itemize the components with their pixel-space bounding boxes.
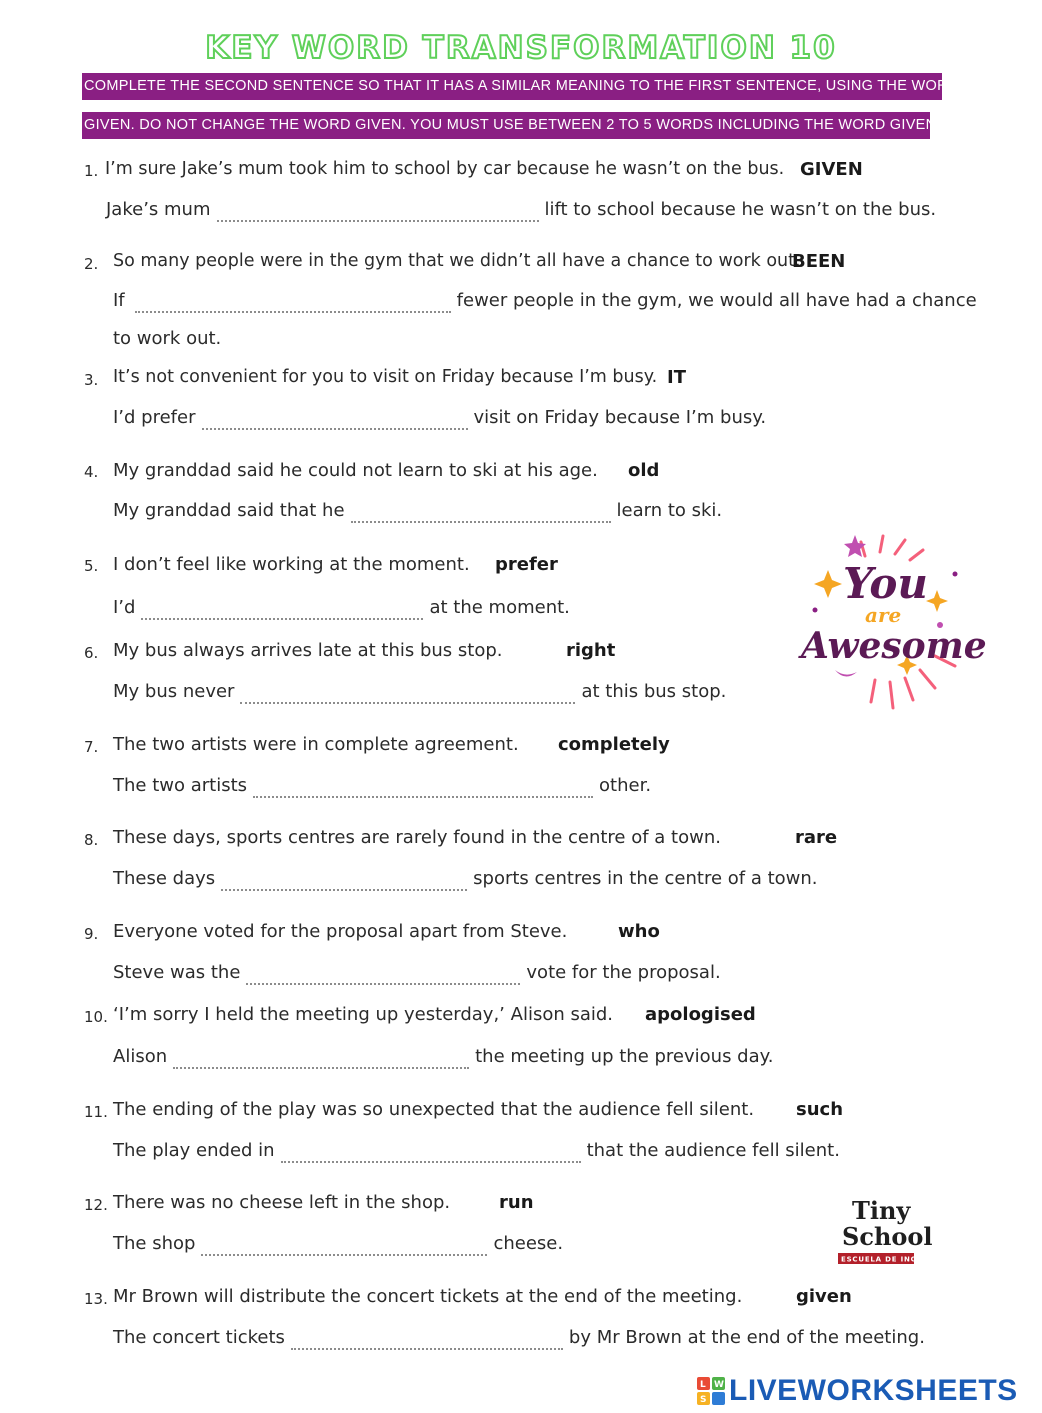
answer-input[interactable]: [221, 871, 467, 891]
item-keyword: completely: [558, 734, 670, 755]
answer-input[interactable]: [141, 600, 423, 620]
tiny-school-line1: Tiny: [852, 1196, 911, 1225]
liveworksheets-wordmark: LIVEWORKSHEETS: [729, 1374, 1018, 1407]
item-sentence: The ending of the play was so unexpected that the audience fell silent.: [113, 1099, 755, 1120]
tiny-school-tagline: ESCUELA DE INGLES: [841, 1255, 934, 1264]
item-keyword: who: [618, 921, 660, 942]
answer-line: [113, 1140, 840, 1163]
answer-suffix: at the moment.: [429, 597, 570, 618]
instructions-line-2: GIVEN. DO NOT CHANGE THE WORD GIVEN. YOU MUST USE BETWEEN 2 TO 5 WORDS INCLUDING THE WORD GIVEN.: [82, 112, 930, 139]
logo-letter-s: S: [700, 1395, 707, 1406]
answer-suffix: the meeting up the previous day.: [475, 1046, 774, 1067]
answer-input[interactable]: [291, 1330, 563, 1350]
item-keyword: BEEN: [792, 251, 846, 272]
answer-suffix: learn to ski.: [616, 500, 723, 521]
liveworksheets-logo-icon: [697, 1377, 725, 1407]
item-sentence: There was no cheese left in the shop.: [113, 1192, 451, 1213]
answer-suffix: vote for the proposal.: [526, 962, 721, 983]
answer-line: [113, 962, 721, 985]
item-sentence: ‘I’m sorry I held the meeting up yesterday,’ Alison said.: [113, 1004, 614, 1025]
item-number: 3.: [84, 371, 99, 389]
answer-prefix: Steve was the: [113, 962, 241, 983]
answer-suffix: lift to school because he wasn’t on the bus.: [544, 199, 937, 220]
answer-prefix: The play ended in: [113, 1140, 275, 1161]
answer-prefix: If: [113, 290, 125, 311]
item-sentence: My granddad said he could not learn to ski at his age.: [113, 460, 598, 481]
item-number: 1.: [84, 162, 99, 180]
answer-suffix: sports centres in the centre of a town.: [473, 868, 818, 889]
tiny-school-line2: School: [842, 1222, 933, 1251]
item-keyword: GIVEN: [800, 159, 863, 180]
answer-prefix: The shop: [113, 1233, 196, 1254]
answer-line: [113, 1046, 773, 1069]
answer-line: [113, 681, 726, 704]
item-number: 11.: [84, 1103, 108, 1121]
answer-input[interactable]: [201, 1236, 487, 1256]
item-number: 4.: [84, 463, 99, 481]
item-number: 8.: [84, 831, 99, 849]
answer-prefix: Alison: [113, 1046, 168, 1067]
answer-input[interactable]: [202, 410, 468, 430]
answer-prefix: I’d prefer: [113, 407, 196, 428]
badge-graphic: [795, 530, 987, 720]
item-keyword: prefer: [495, 554, 558, 575]
answer-line: [113, 407, 766, 430]
item-number: 6.: [84, 644, 99, 662]
answer-suffix: fewer people in the gym, we would all have had a chance: [456, 290, 977, 311]
item-keyword: apologised: [645, 1004, 756, 1025]
logo-letter-l: L: [700, 1380, 707, 1391]
item-keyword: such: [796, 1099, 844, 1120]
answer-prefix: I’d: [113, 597, 136, 618]
answer-line: [113, 775, 651, 798]
answer-suffix: at this bus stop.: [581, 681, 727, 702]
answer-input[interactable]: [351, 503, 611, 523]
item-keyword: IT: [667, 367, 686, 388]
liveworksheets-brand[interactable]: [697, 1374, 1018, 1410]
answer-prefix: Jake’s mum: [106, 199, 211, 220]
tiny-school-logo: [832, 1193, 934, 1269]
answer-suffix: by Mr Brown at the end of the meeting.: [568, 1327, 925, 1348]
answer-continuation: to work out.: [113, 328, 222, 349]
you-are-awesome-badge: [795, 530, 987, 720]
answer-line: [106, 199, 936, 222]
item-number: 5.: [84, 557, 99, 575]
badge-text-awesome: Awesome: [801, 625, 987, 667]
answer-input[interactable]: [253, 778, 593, 798]
item-number: 12.: [84, 1196, 108, 1214]
answer-suffix: other.: [599, 775, 652, 796]
answer-prefix: My bus never: [113, 681, 235, 702]
answer-line: [113, 500, 722, 523]
answer-line: [113, 290, 977, 313]
item-keyword: right: [566, 640, 616, 661]
badge-text-are: are: [865, 603, 902, 627]
item-number: 13.: [84, 1290, 108, 1308]
item-sentence: It’s not convenient for you to visit on Friday because I’m busy.: [113, 367, 658, 387]
answer-input[interactable]: [281, 1143, 581, 1163]
answer-line: [113, 868, 818, 891]
item-sentence: Everyone voted for the proposal apart from Steve.: [113, 921, 568, 942]
item-number: 9.: [84, 925, 99, 943]
logo-letter-w: W: [714, 1380, 725, 1391]
answer-prefix: The concert tickets: [113, 1327, 285, 1348]
answer-input[interactable]: [240, 684, 575, 704]
item-number: 10.: [84, 1008, 108, 1026]
item-sentence: I’m sure Jake’s mum took him to school by car because he wasn’t on the bus.: [105, 159, 785, 179]
item-sentence: These days, sports centres are rarely found in the centre of a town.: [113, 827, 721, 848]
answer-input[interactable]: [217, 202, 539, 222]
answer-input[interactable]: [135, 293, 451, 313]
item-sentence: My bus always arrives late at this bus stop.: [113, 640, 503, 661]
item-keyword: rare: [795, 827, 838, 848]
item-sentence: Mr Brown will distribute the concert tickets at the end of the meeting.: [113, 1286, 743, 1307]
item-sentence: I don’t feel like working at the moment.: [113, 554, 470, 575]
item-number: 2.: [84, 255, 99, 273]
answer-input[interactable]: [246, 965, 520, 985]
answer-line: [113, 597, 570, 620]
item-keyword: given: [796, 1286, 852, 1307]
item-keyword: run: [499, 1192, 534, 1213]
item-sentence: So many people were in the gym that we didn’t all have a chance to work out.: [113, 251, 801, 271]
answer-line: [113, 1327, 925, 1350]
item-sentence: The two artists were in complete agreement.: [113, 734, 519, 755]
worksheet-title: KEY WORD TRANSFORMATION 10: [205, 30, 837, 66]
answer-line: [113, 1233, 563, 1256]
answer-suffix: visit on Friday because I’m busy.: [473, 407, 767, 428]
item-number: 7.: [84, 738, 99, 756]
item-keyword: old: [628, 460, 660, 481]
answer-suffix: cheese.: [493, 1233, 564, 1254]
answer-input[interactable]: [173, 1049, 469, 1069]
answer-prefix: The two artists: [113, 775, 248, 796]
answer-suffix: that the audience fell silent.: [586, 1140, 840, 1161]
answer-prefix: These days: [113, 868, 216, 889]
answer-prefix: My granddad said that he: [113, 500, 345, 521]
instructions-line-1: COMPLETE THE SECOND SENTENCE SO THAT IT HAS A SIMILAR MEANING TO THE FIRST SENTENCE, USING THE WORD: [82, 73, 942, 100]
badge-text-you: You: [843, 559, 928, 608]
